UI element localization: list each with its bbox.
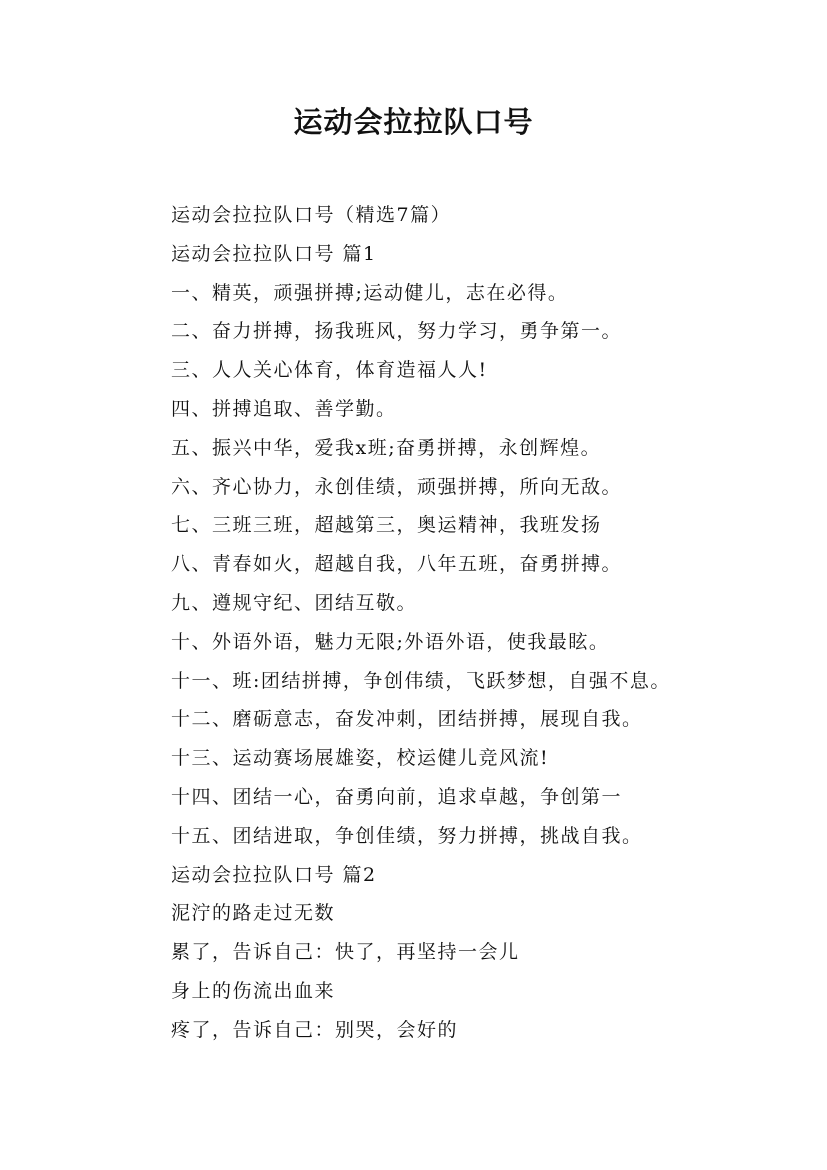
text-line: 九、遵规守纪、团结互敬。 bbox=[171, 591, 418, 614]
text-line: 一、精英，顽强拼搏;运动健儿，志在必得。 bbox=[171, 281, 569, 304]
text-line: 二、奋力拼搏，扬我班风，努力学习，勇争第一。 bbox=[171, 320, 623, 343]
text-line: 累了，告诉自己：快了，再坚持一会儿 bbox=[171, 941, 520, 964]
text-line: 三、人人关心体育，体育造福人人! bbox=[171, 359, 488, 382]
text-line: 疼了，告诉自己：别哭，会好的 bbox=[171, 1018, 459, 1041]
text-line: 泥泞的路走过无数 bbox=[171, 902, 336, 925]
text-line: 十、外语外语，魅力无限;外语外语，使我最眩。 bbox=[171, 630, 610, 653]
document-title: 运动会拉拉队口号 bbox=[293, 105, 534, 139]
document-body bbox=[171, 196, 811, 1050]
text-line: 四、拼搏追取、善学勤。 bbox=[171, 397, 397, 420]
text-line: 运动会拉拉队口号 篇2 bbox=[171, 863, 377, 886]
text-line: 运动会拉拉队口号（精选7篇） bbox=[171, 204, 452, 226]
text-line: 运动会拉拉队口号 篇1 bbox=[171, 242, 377, 265]
text-line: 十三、运动赛场展雄姿，校运健儿竞风流! bbox=[171, 747, 550, 770]
text-line: 七、三班三班，超越第三，奥运精神，我班发扬 bbox=[171, 514, 602, 537]
text-line: 八、青春如火，超越自我，八年五班，奋勇拼搏。 bbox=[171, 553, 623, 576]
text-line: 十二、磨砺意志，奋发冲刺，团结拼搏，展现自我。 bbox=[171, 708, 643, 731]
text-line: 五、振兴中华，爱我x班;奋勇拼搏，永创辉煌。 bbox=[171, 436, 602, 459]
text-line: 六、齐心协力，永创佳绩，顽强拼搏，所向无敌。 bbox=[171, 475, 623, 498]
text-line: 十一、班:团结拼搏，争创伟绩，飞跃梦想，自强不息。 bbox=[171, 669, 671, 692]
text-line: 十四、团结一心，奋勇向前，追求卓越，争创第一 bbox=[171, 785, 623, 808]
text-line: 十五、团结进取，争创佳绩，努力拼搏，挑战自我。 bbox=[171, 824, 643, 847]
text-line: 身上的伤流出血来 bbox=[171, 979, 336, 1002]
